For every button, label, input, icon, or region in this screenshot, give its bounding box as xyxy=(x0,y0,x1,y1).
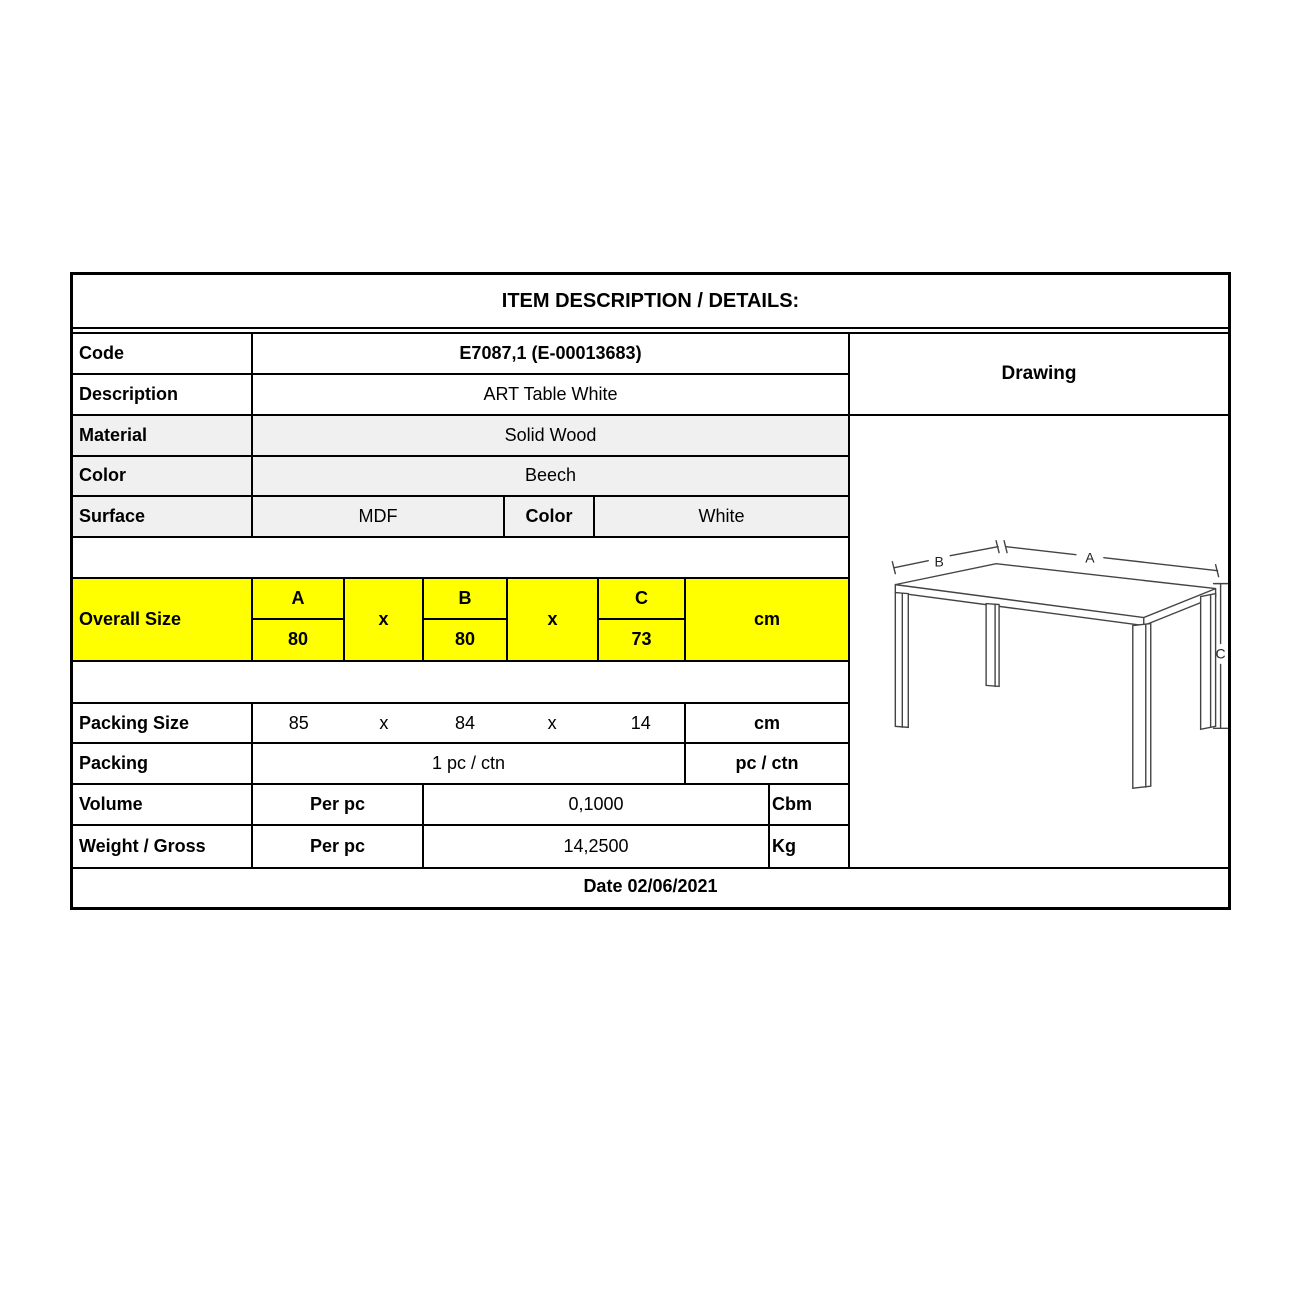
drawing-title: Drawing xyxy=(850,334,1228,416)
row-material xyxy=(73,416,848,457)
overall-size-sep-2: x xyxy=(508,579,599,660)
spacer-row-2 xyxy=(73,662,848,704)
row-volume xyxy=(73,785,848,826)
volume-unit: Cbm xyxy=(772,794,812,815)
row-packing xyxy=(73,744,848,785)
surface-color-label: Color xyxy=(505,497,595,536)
overall-size-sep-1: x xyxy=(345,579,424,660)
drawing-panel xyxy=(848,334,1228,867)
dim-label-b: B xyxy=(934,553,944,570)
material-value: Solid Wood xyxy=(504,424,597,445)
weight-value: 14,2500 xyxy=(424,826,770,867)
dim-label-a: A xyxy=(1085,549,1095,566)
packing-size-a: 85 xyxy=(288,712,309,733)
date-row: Date 02/06/2021 xyxy=(73,867,1228,904)
packing-size-b: 84 xyxy=(455,712,476,733)
color-value: Beech xyxy=(524,465,577,486)
code-value: E7087,1 (E-00013683) xyxy=(459,342,642,363)
dim-b-value: 80 xyxy=(454,629,476,650)
overall-size-unit: cm xyxy=(753,608,780,629)
table-leg-back xyxy=(986,604,999,687)
packing-label: Packing xyxy=(73,744,253,783)
weight-unit: Kg xyxy=(772,836,796,857)
description-label: Description xyxy=(73,375,253,414)
table-leg-front xyxy=(1133,624,1151,789)
code-label: Code xyxy=(73,334,253,373)
row-description xyxy=(73,375,848,416)
table-sketch-svg xyxy=(850,416,1228,867)
dim-c-header: C xyxy=(599,579,684,620)
packing-size-x2: x xyxy=(547,712,557,733)
packing-unit: pc / ctn xyxy=(735,753,799,774)
overall-size-dim-a xyxy=(253,579,345,660)
surface-label: Surface xyxy=(73,497,253,536)
packing-size-values xyxy=(253,704,686,743)
sheet-title: ITEM DESCRIPTION / DETAILS: xyxy=(73,275,1228,329)
packing-size-label: Packing Size xyxy=(73,704,253,743)
color-label: Color xyxy=(73,457,253,496)
dim-a-value: 80 xyxy=(287,629,309,650)
volume-value: 0,1000 xyxy=(424,785,770,824)
spacer-row-1 xyxy=(73,538,848,579)
description-value: ART Table White xyxy=(483,383,618,404)
volume-label: Volume xyxy=(73,785,253,824)
table-leg-right xyxy=(1201,594,1216,730)
surface-color-value: White xyxy=(698,506,745,527)
drawing-canvas xyxy=(850,416,1228,867)
overall-size-dim-b xyxy=(424,579,508,660)
row-code xyxy=(73,334,848,375)
surface-value: MDF xyxy=(253,497,505,536)
volume-per-pc: Per pc xyxy=(253,785,424,824)
dim-c-value: 73 xyxy=(631,629,652,650)
spec-table xyxy=(73,334,848,867)
row-weight-gross xyxy=(73,826,848,867)
row-color xyxy=(73,457,848,498)
spec-sheet xyxy=(70,272,1231,910)
packing-size-x1: x xyxy=(379,712,389,733)
weight-label: Weight / Gross xyxy=(73,826,253,867)
row-packing-size xyxy=(73,704,848,745)
overall-size-label: Overall Size xyxy=(73,579,253,660)
material-label: Material xyxy=(73,416,253,455)
overall-size-dim-c xyxy=(599,579,686,660)
table-top-face xyxy=(895,564,1215,618)
dim-a-header: A xyxy=(253,579,343,620)
packing-value: 1 pc / ctn xyxy=(253,744,686,783)
weight-per-pc: Per pc xyxy=(253,826,424,867)
row-surface xyxy=(73,497,848,538)
packing-size-unit: cm xyxy=(753,712,780,733)
sheet-body xyxy=(73,332,1228,867)
row-overall-size xyxy=(73,579,848,662)
dim-b-header: B xyxy=(424,579,506,620)
dim-label-c: C xyxy=(1215,645,1226,662)
packing-size-c: 14 xyxy=(630,712,651,733)
